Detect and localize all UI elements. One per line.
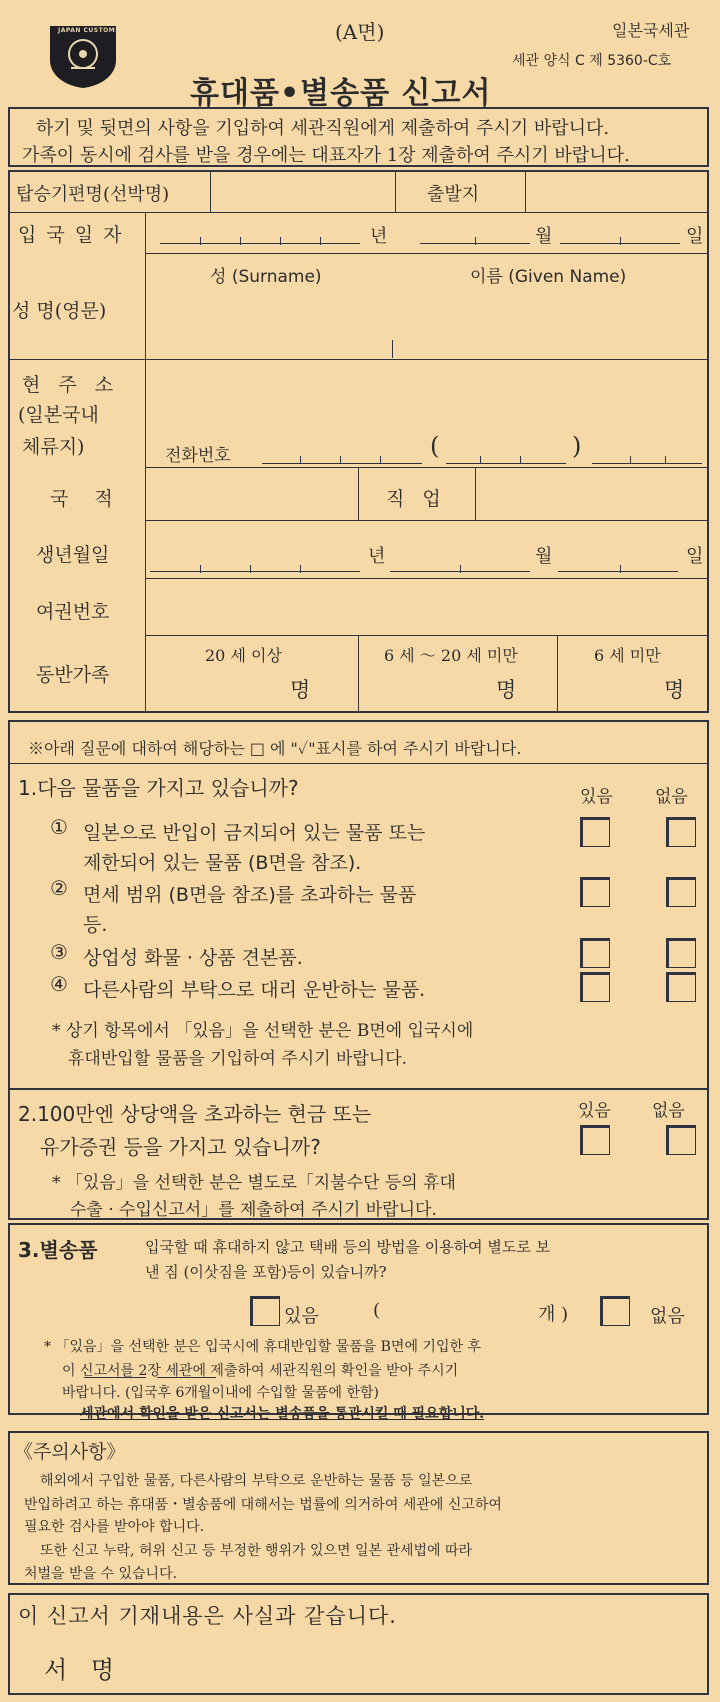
occupation-input[interactable] [478, 470, 706, 518]
caution-line-5: 처벌을 받을 수 있습니다. [24, 1566, 178, 1582]
family-20-over-input[interactable] [150, 670, 350, 710]
q3-desc-line2: 낸 짐 (이삿짐을 포함)등이 있습니까? [145, 1263, 387, 1281]
entry-year-unit: 년 [370, 226, 388, 247]
q1-item-4-num: ④ [50, 972, 68, 996]
q1-item-4-line1: 다른사람의 부탁으로 대리 운반하는 물품. [83, 979, 426, 1001]
q1-item-1-no-checkbox[interactable] [666, 817, 696, 847]
intro-line-2: 가족이 동시에 검사를 받을 경우에는 대표자가 1장 제출하여 주시기 바랍니다. [22, 145, 630, 166]
given-name-label: 이름 (Given Name) [470, 267, 627, 287]
q3-note-line2: 이 신고서를 2장 세관에 제출하여 세관직원의 확인을 받아 주시기 [62, 1363, 459, 1379]
q2-title-line2: 유가증권 등을 가지고 있습니까? [40, 1135, 321, 1159]
surname-input[interactable] [150, 285, 390, 355]
q3-desc-line1: 입국할 때 휴대하지 않고 택배 등의 방법을 이용하여 별도로 보 [145, 1238, 551, 1256]
phone-area-input[interactable] [262, 440, 422, 464]
q2-note-line2: 수출 · 수입신고서」를 제출하여 주시기 바랍니다. [70, 1200, 437, 1220]
q1-item-1-yes-checkbox[interactable] [580, 817, 610, 847]
given-name-input[interactable] [396, 285, 706, 355]
q3-note-line1: * 「있음」을 선택한 분은 입국시에 휴대반입할 물품을 B면에 기입한 후 [44, 1339, 481, 1355]
passport-label: 여권번호 [36, 601, 110, 623]
occupation-label: 직 업 [386, 488, 447, 510]
signature-input[interactable] [150, 1640, 700, 1690]
q1-item-3-no-checkbox[interactable] [666, 938, 696, 968]
nationality-input[interactable] [150, 470, 354, 518]
q1-item-3-num: ③ [50, 940, 68, 964]
caution-line-3: 필요한 검사를 받아야 합니다. [24, 1519, 205, 1535]
customs-logo [46, 22, 120, 90]
age-under-6-label: 6 세 미만 [594, 646, 661, 665]
q1-item-2-line2: 등. [83, 914, 108, 936]
phone-paren-open: ( [430, 432, 440, 460]
q1-no-header: 없음 [655, 787, 688, 807]
persons-unit-1: 명 [290, 678, 311, 702]
address-label-3: 체류지) [22, 436, 85, 458]
phone-last-input[interactable] [592, 440, 702, 464]
departure-label: 출발지 [427, 184, 480, 205]
q2-yes-checkbox[interactable] [580, 1125, 610, 1155]
entry-date-label: 입 국 일 자 [18, 224, 124, 246]
phone-paren-close: ) [572, 432, 582, 460]
instruction-text: ※아래 질문에 대하여 해당하는 □ 에 "✓"표시를 하여 주시기 바랍니다. [28, 739, 522, 758]
family-6-20-input[interactable] [362, 670, 554, 710]
address-label-2: (일본국내 [18, 404, 99, 426]
flight-label: 탑승기편명(선박명) [16, 184, 170, 205]
q3-no-checkbox[interactable] [600, 1296, 630, 1326]
q1-item-3-line1: 상업성 화물 · 상품 견본품. [83, 947, 303, 969]
departure-input[interactable] [527, 172, 707, 210]
q3-note-line3: 바랍니다. (입국후 6개월이내에 수입할 물품에 한함) [62, 1385, 380, 1401]
q1-item-2-line1: 면세 범위 (B면을 참조)를 초과하는 물품 [83, 884, 417, 906]
agency-name: 일본국세관 [612, 21, 690, 40]
birth-date-label: 생년월일 [36, 544, 110, 566]
q1-item-2-no-checkbox[interactable] [666, 877, 696, 907]
birth-year-input[interactable] [150, 550, 360, 572]
address-label-1: 현 주 소 [22, 374, 120, 396]
signature-label: 서 명 [44, 1656, 122, 1684]
phone-mid-input[interactable] [446, 440, 566, 464]
nationality-label: 국 적 [50, 488, 123, 510]
intro-line-1: 하기 및 뒷면의 사항을 기입하여 세관직원에게 제출하여 주시기 바랍니다. [36, 118, 610, 139]
q3-count-unit: 개 ) [538, 1304, 569, 1325]
logo-text: JAPAN CUSTOMS [58, 27, 121, 34]
q1-note-line1: * 상기 항목에서 「있음」을 선택한 분은 B면에 입국시에 [52, 1021, 474, 1041]
caution-line-2: 반입하려고 하는 휴대품・별송품에 대해서는 법률에 의거하여 세관에 신고하여 [24, 1497, 502, 1513]
surname-label: 성 (Surname) [210, 267, 322, 287]
q1-item-1-line1: 일본으로 반입이 금지되어 있는 물품 또는 [83, 822, 426, 844]
birth-day-unit: 일 [686, 546, 704, 567]
q2-title-line1: 2.100만엔 상당액을 초과하는 현금 또는 [18, 1102, 372, 1126]
phone-label: 전화번호 [165, 446, 231, 466]
q2-yes-header: 있음 [578, 1101, 611, 1121]
q3-yes-checkbox[interactable] [250, 1296, 280, 1326]
name-label: 성 명(영문) [12, 300, 107, 322]
caution-title: 《주의사항》 [14, 1441, 126, 1463]
declaration-statement: 이 신고서 기재내용은 사실과 같습니다. [18, 1604, 397, 1628]
q1-item-4-no-checkbox[interactable] [666, 972, 696, 1002]
address-input[interactable] [150, 362, 706, 432]
age-20-over-label: 20 세 이상 [205, 646, 282, 665]
q2-no-checkbox[interactable] [666, 1125, 696, 1155]
family-label: 동반가족 [36, 664, 110, 686]
q3-title: 3.별송품 [18, 1238, 98, 1262]
q3-note-line4: 세관에서 확인을 받은 신고서는 별송품을 통관시킬 때 필요합니다. [80, 1406, 485, 1422]
caution-line-4: 또한 신고 누락, 허위 신고 등 부정한 행위가 있으면 일본 관세법에 따라 [40, 1543, 473, 1559]
q3-no-label: 없음 [650, 1306, 685, 1327]
q1-item-4-yes-checkbox[interactable] [580, 972, 610, 1002]
form-number: 세관 양식 C 제 5360-C호 [512, 53, 672, 69]
q1-item-1-line2: 제한되어 있는 물품 (B면을 참조). [83, 852, 362, 874]
q1-item-1-num: ① [50, 815, 68, 839]
entry-day-unit: 일 [686, 226, 704, 247]
q2-no-header: 없음 [652, 1101, 685, 1121]
persons-unit-2: 명 [496, 678, 517, 702]
birth-month-unit: 월 [535, 546, 553, 567]
birth-year-unit: 년 [368, 546, 386, 567]
q3-yes-label: 있음 [284, 1306, 319, 1327]
page-title: 휴대품•별송품 신고서 [190, 76, 492, 111]
q3-paren-open: ( [373, 1300, 381, 1321]
entry-year-input[interactable] [160, 220, 360, 244]
q1-yes-header: 있음 [580, 787, 613, 807]
q1-item-3-yes-checkbox[interactable] [580, 938, 610, 968]
flight-input[interactable] [212, 172, 393, 210]
q1-item-2-num: ② [50, 876, 68, 900]
side-label: (A면) [335, 20, 385, 44]
q2-note-line1: * 「있음」을 선택한 분은 별도로「지불수단 등의 휴대 [52, 1173, 456, 1193]
caution-line-1: 해외에서 구입한 물품, 다른사람의 부탁으로 운반하는 물품 등 일본으로 [40, 1473, 473, 1489]
q3-count-input[interactable] [392, 1298, 520, 1324]
entry-month-unit: 월 [535, 226, 553, 247]
passport-input[interactable] [150, 581, 706, 633]
persons-unit-3: 명 [664, 678, 685, 702]
q1-note-line2: 휴대반입할 물품을 기입하여 주시기 바랍니다. [68, 1049, 408, 1069]
q1-item-2-yes-checkbox[interactable] [580, 877, 610, 907]
birth-day-input[interactable] [558, 550, 678, 572]
q1-title: 1.다음 물품을 가지고 있습니까? [18, 776, 299, 800]
age-6-20-label: 6 세 ～ 20 세 미만 [384, 646, 518, 665]
